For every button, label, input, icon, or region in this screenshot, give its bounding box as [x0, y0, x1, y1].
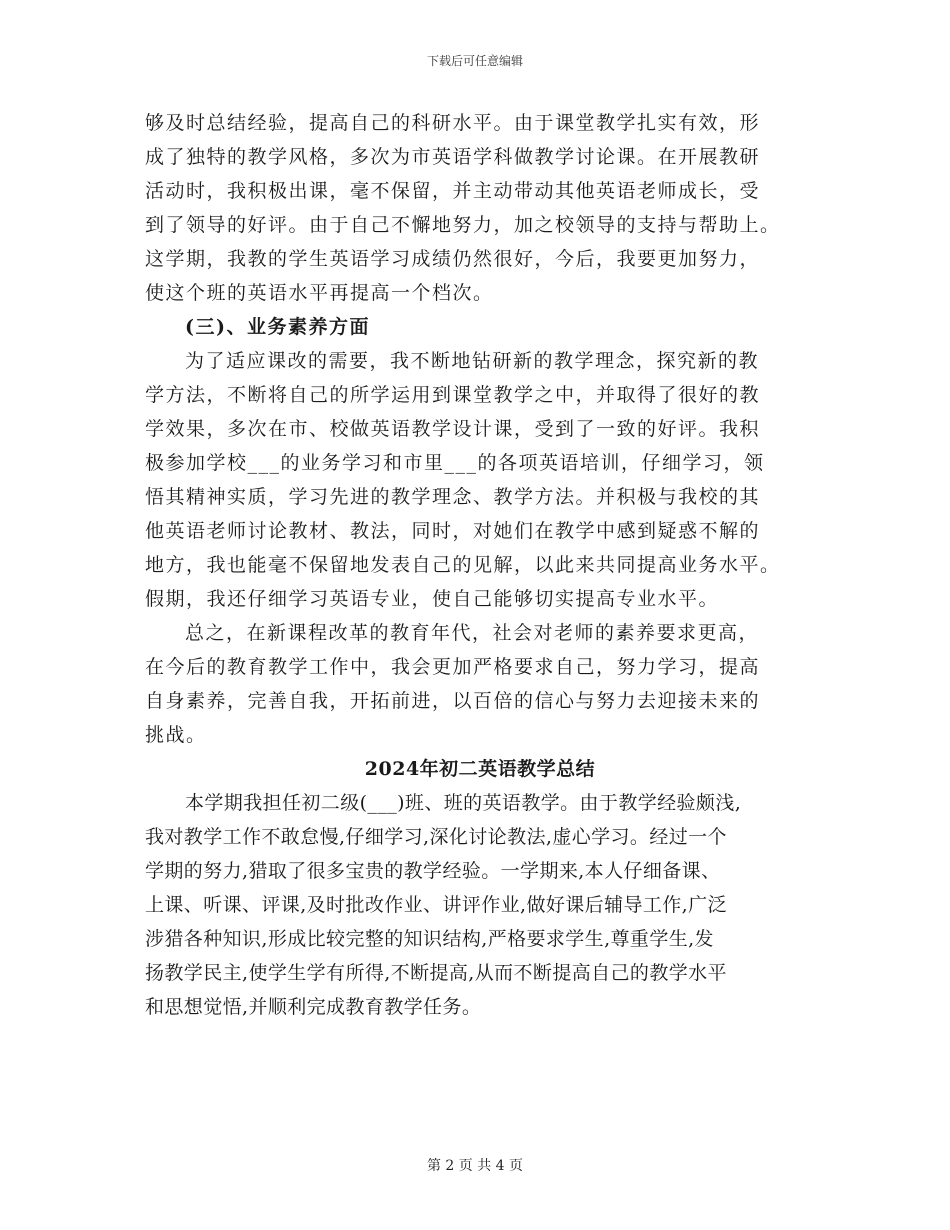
paragraph-line: 活动时，我积极出课，毫不保留，并主动带动其他英语老师成长，受 — [145, 180, 761, 202]
paragraph-line: 扬教学民主,使学生学有所得,不断提高,从而不断提高自己的教学水平 — [145, 962, 727, 984]
paragraph-line: 学效果，多次在市、校做英语教学设计课，受到了一致的好评。我积 — [145, 418, 761, 440]
paragraph-line: 和思想觉悟,并顺利完成教育教学任务。 — [145, 996, 482, 1018]
paragraph-line: 够及时总结经验，提高自己的科研水平。由于课堂教学扎实有效，形 — [145, 112, 761, 134]
paragraph-line: 地方，我也能毫不保留地发表自己的见解，以此来共同提高业务水平。 — [145, 554, 781, 576]
paragraph-line: 使这个班的英语水平再提高一个档次。 — [145, 282, 494, 304]
document-body — [145, 106, 815, 1024]
document-title: 2024年初二英语教学总结 — [364, 758, 596, 780]
section-two-continuation — [145, 106, 815, 310]
section-three-paragraph — [145, 344, 815, 616]
paragraph-line: 为了适应课改的需要，我不断地钻研新的教学理念，探究新的教 — [185, 350, 760, 372]
paragraph-line: 在今后的教育教学工作中，我会更加严格要求自己，努力学习，提高 — [145, 656, 761, 678]
summary-paragraph — [145, 786, 815, 1024]
paragraph-line: 这学期，我教的学生英语学习成绩仍然很好，今后，我要更加努力， — [145, 248, 761, 270]
paragraph-line: 上课、听课、评课,及时批改作业、讲评作业,做好课后辅导工作,广泛 — [145, 894, 727, 916]
paragraph-line: 自身素养，完善自我，开拓前进，以百倍的信心与努力去迎接未来的 — [145, 690, 761, 712]
paragraph-line: 我对教学工作不敢怠慢,仔细学习,深化讨论教法,虚心学习。经过一个 — [145, 826, 727, 848]
paragraph-line: 极参加学校___的业务学习和市里___的各项英语培训，仔细学习，领 — [145, 452, 765, 474]
paragraph-line: 到了领导的好评。由于自己不懈地努力，加之校领导的支持与帮助上。 — [145, 214, 781, 236]
conclusion-paragraph — [145, 616, 815, 752]
paragraph-line: 成了独特的教学风格，多次为市英语学科做教学讨论课。在开展教研 — [145, 146, 761, 168]
paragraph-line: 总之，在新课程改革的教育年代，社会对老师的素养要求更高， — [185, 622, 760, 644]
paragraph-line: 涉猎各种知识,形成比较完整的知识结构,严格要求学生,尊重学生,发 — [145, 928, 714, 950]
paragraph-line: 本学期我担任初二级(___)班、班的英语教学。由于教学经验颇浅, — [185, 792, 742, 814]
paragraph-line: 假期，我还仔细学习英语专业，使自己能够切实提高专业水平。 — [145, 588, 720, 610]
page-header-note: 下载后可任意编辑 — [426, 54, 523, 68]
paragraph-line: 悟其精神实质，学习先进的教学理念、教学方法。并积极与我校的其 — [145, 486, 761, 508]
paragraph-line: 学方法，不断将自己的所学运用到课堂教学之中，并取得了很好的教 — [145, 384, 761, 406]
paragraph-line: 挑战。 — [145, 724, 207, 746]
section-heading: (三)、业务素养方面 — [185, 316, 370, 338]
paragraph-line: 学期的努力,猎取了很多宝贵的教学经验。一学期来,本人仔细备课、 — [145, 860, 721, 882]
page-number-footer: 第 2 页 共 4 页 — [426, 1158, 524, 1174]
paragraph-line: 他英语老师讨论教材、教法，同时，对她们在教学中感到疑惑不解的 — [145, 520, 761, 542]
